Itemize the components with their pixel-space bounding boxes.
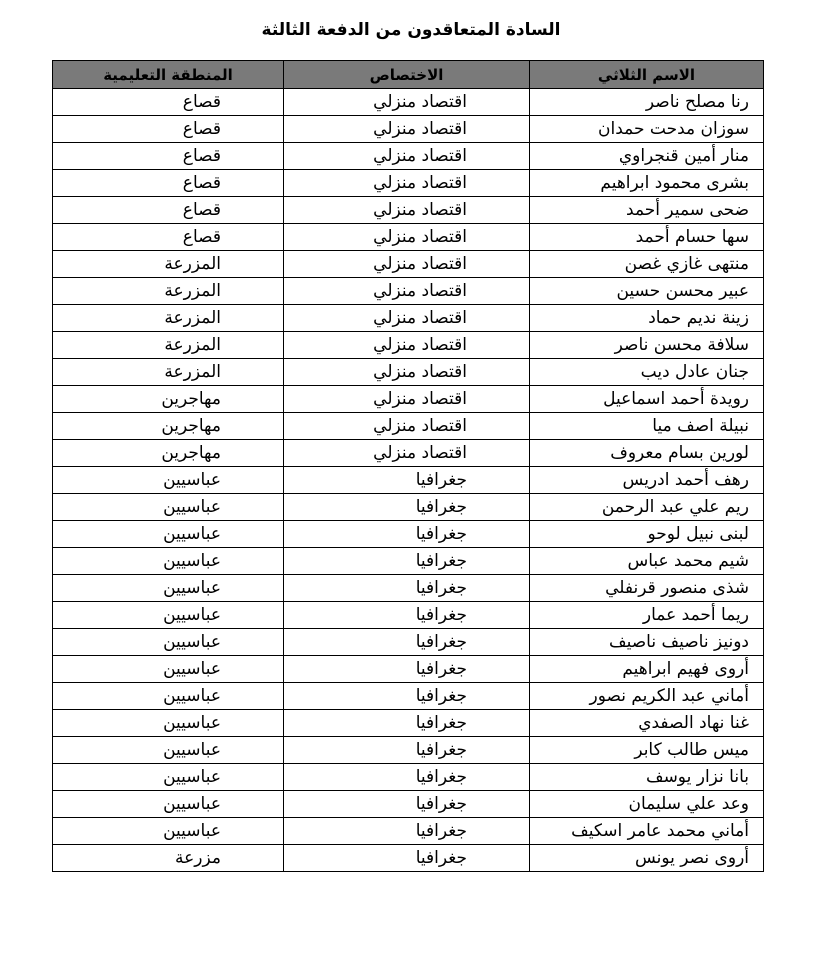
specialty-cell: جغرافيا (284, 575, 530, 602)
specialty-cell: اقتصاد منزلي (284, 386, 530, 413)
name-cell: لورين بسام معروف (530, 440, 764, 467)
table-row (53, 494, 764, 521)
region-cell: عباسيين (53, 818, 284, 845)
table-row (53, 521, 764, 548)
specialty-cell: اقتصاد منزلي (284, 143, 530, 170)
region-cell: عباسيين (53, 683, 284, 710)
region-cell: مهاجرين (53, 440, 284, 467)
table-row (53, 116, 764, 143)
name-cell: جنان عادل ديب (530, 359, 764, 386)
table-row (53, 359, 764, 386)
region-cell: مزرعة (53, 845, 284, 872)
page-title: السادة المتعاقدون من الدفعة الثالثة (261, 20, 561, 40)
specialty-cell: اقتصاد منزلي (284, 305, 530, 332)
specialty-cell: جغرافيا (284, 818, 530, 845)
specialty-cell: اقتصاد منزلي (284, 197, 530, 224)
specialty-cell: جغرافيا (284, 548, 530, 575)
specialty-cell: جغرافيا (284, 602, 530, 629)
table-row (53, 386, 764, 413)
table-row (53, 224, 764, 251)
table-row (53, 251, 764, 278)
region-cell: عباسيين (53, 521, 284, 548)
table-row (53, 548, 764, 575)
column-header-name: الاسم الثلاثي (530, 61, 764, 89)
region-cell: مهاجرين (53, 386, 284, 413)
name-cell: وعد علي سليمان (530, 791, 764, 818)
specialty-cell: جغرافيا (284, 494, 530, 521)
table-row (53, 170, 764, 197)
table-row (53, 737, 764, 764)
region-cell: عباسيين (53, 548, 284, 575)
name-cell: أماني عبد الكريم نصور (530, 683, 764, 710)
region-cell: قصاع (53, 116, 284, 143)
region-cell: المزرعة (53, 332, 284, 359)
table-row (53, 413, 764, 440)
table-row (53, 197, 764, 224)
specialty-cell: جغرافيا (284, 791, 530, 818)
specialty-cell: جغرافيا (284, 656, 530, 683)
contractors-table (52, 60, 764, 872)
specialty-cell: اقتصاد منزلي (284, 116, 530, 143)
table-row (53, 143, 764, 170)
table-row (53, 845, 764, 872)
specialty-cell: اقتصاد منزلي (284, 170, 530, 197)
specialty-cell: اقتصاد منزلي (284, 440, 530, 467)
region-cell: عباسيين (53, 602, 284, 629)
specialty-cell: جغرافيا (284, 710, 530, 737)
name-cell: أروى فهيم ابراهيم (530, 656, 764, 683)
name-cell: شذى منصور قرنفلي (530, 575, 764, 602)
name-cell: لبنى نبيل لوحو (530, 521, 764, 548)
specialty-cell: جغرافيا (284, 737, 530, 764)
name-cell: شيم محمد عباس (530, 548, 764, 575)
region-cell: المزرعة (53, 305, 284, 332)
specialty-cell: اقتصاد منزلي (284, 89, 530, 116)
name-cell: ريم علي عبد الرحمن (530, 494, 764, 521)
name-cell: رنا مصلح ناصر (530, 89, 764, 116)
region-cell: عباسيين (53, 629, 284, 656)
table-row (53, 791, 764, 818)
name-cell: ضحى سمير أحمد (530, 197, 764, 224)
specialty-cell: اقتصاد منزلي (284, 359, 530, 386)
specialty-cell: اقتصاد منزلي (284, 413, 530, 440)
region-cell: قصاع (53, 224, 284, 251)
region-cell: عباسيين (53, 467, 284, 494)
region-cell: قصاع (53, 143, 284, 170)
name-cell: سوزان مدحت حمدان (530, 116, 764, 143)
region-cell: قصاع (53, 170, 284, 197)
specialty-cell: اقتصاد منزلي (284, 278, 530, 305)
specialty-cell: اقتصاد منزلي (284, 224, 530, 251)
table-row (53, 467, 764, 494)
name-cell: ريما أحمد عمار (530, 602, 764, 629)
region-cell: عباسيين (53, 791, 284, 818)
name-cell: بشرى محمود ابراهيم (530, 170, 764, 197)
name-cell: رويدة أحمد اسماعيل (530, 386, 764, 413)
name-cell: بانا نزار يوسف (530, 764, 764, 791)
name-cell: دونيز ناصيف ناصيف (530, 629, 764, 656)
specialty-cell: اقتصاد منزلي (284, 332, 530, 359)
region-cell: قصاع (53, 197, 284, 224)
specialty-cell: جغرافيا (284, 764, 530, 791)
name-cell: سها حسام أحمد (530, 224, 764, 251)
name-cell: ميس طالب كابر (530, 737, 764, 764)
region-cell: عباسيين (53, 575, 284, 602)
table-row (53, 305, 764, 332)
region-cell: عباسيين (53, 764, 284, 791)
name-cell: نبيلة اصف ميا (530, 413, 764, 440)
table-row (53, 656, 764, 683)
region-cell: المزرعة (53, 251, 284, 278)
name-cell: أماني محمد عامر اسكيف (530, 818, 764, 845)
specialty-cell: جغرافيا (284, 845, 530, 872)
region-cell: المزرعة (53, 278, 284, 305)
table-row (53, 575, 764, 602)
specialty-cell: جغرافيا (284, 629, 530, 656)
table-row (53, 683, 764, 710)
name-cell: أروى نصر يونس (530, 845, 764, 872)
table-row (53, 818, 764, 845)
table-row (53, 89, 764, 116)
table-row (53, 278, 764, 305)
specialty-cell: جغرافيا (284, 467, 530, 494)
name-cell: عبير محسن حسين (530, 278, 764, 305)
name-cell: منتهى غازي غصن (530, 251, 764, 278)
name-cell: منار أمين قنجراوي (530, 143, 764, 170)
name-cell: رهف أحمد ادريس (530, 467, 764, 494)
region-cell: عباسيين (53, 710, 284, 737)
region-cell: عباسيين (53, 737, 284, 764)
column-header-region: المنطقة التعليمية (53, 61, 284, 89)
table-row (53, 440, 764, 467)
name-cell: سلافة محسن ناصر (530, 332, 764, 359)
table-row (53, 764, 764, 791)
table-header-row (53, 61, 764, 89)
specialty-cell: جغرافيا (284, 521, 530, 548)
name-cell: غنا نهاد الصفدي (530, 710, 764, 737)
name-cell: زينة نديم حماد (530, 305, 764, 332)
region-cell: المزرعة (53, 359, 284, 386)
column-header-specialty: الاختصاص (284, 61, 530, 89)
specialty-cell: اقتصاد منزلي (284, 251, 530, 278)
table-body (53, 89, 764, 872)
region-cell: عباسيين (53, 656, 284, 683)
table-row (53, 332, 764, 359)
region-cell: مهاجرين (53, 413, 284, 440)
region-cell: قصاع (53, 89, 284, 116)
specialty-cell: جغرافيا (284, 683, 530, 710)
region-cell: عباسيين (53, 494, 284, 521)
table-row (53, 629, 764, 656)
table-row (53, 710, 764, 737)
table-row (53, 602, 764, 629)
